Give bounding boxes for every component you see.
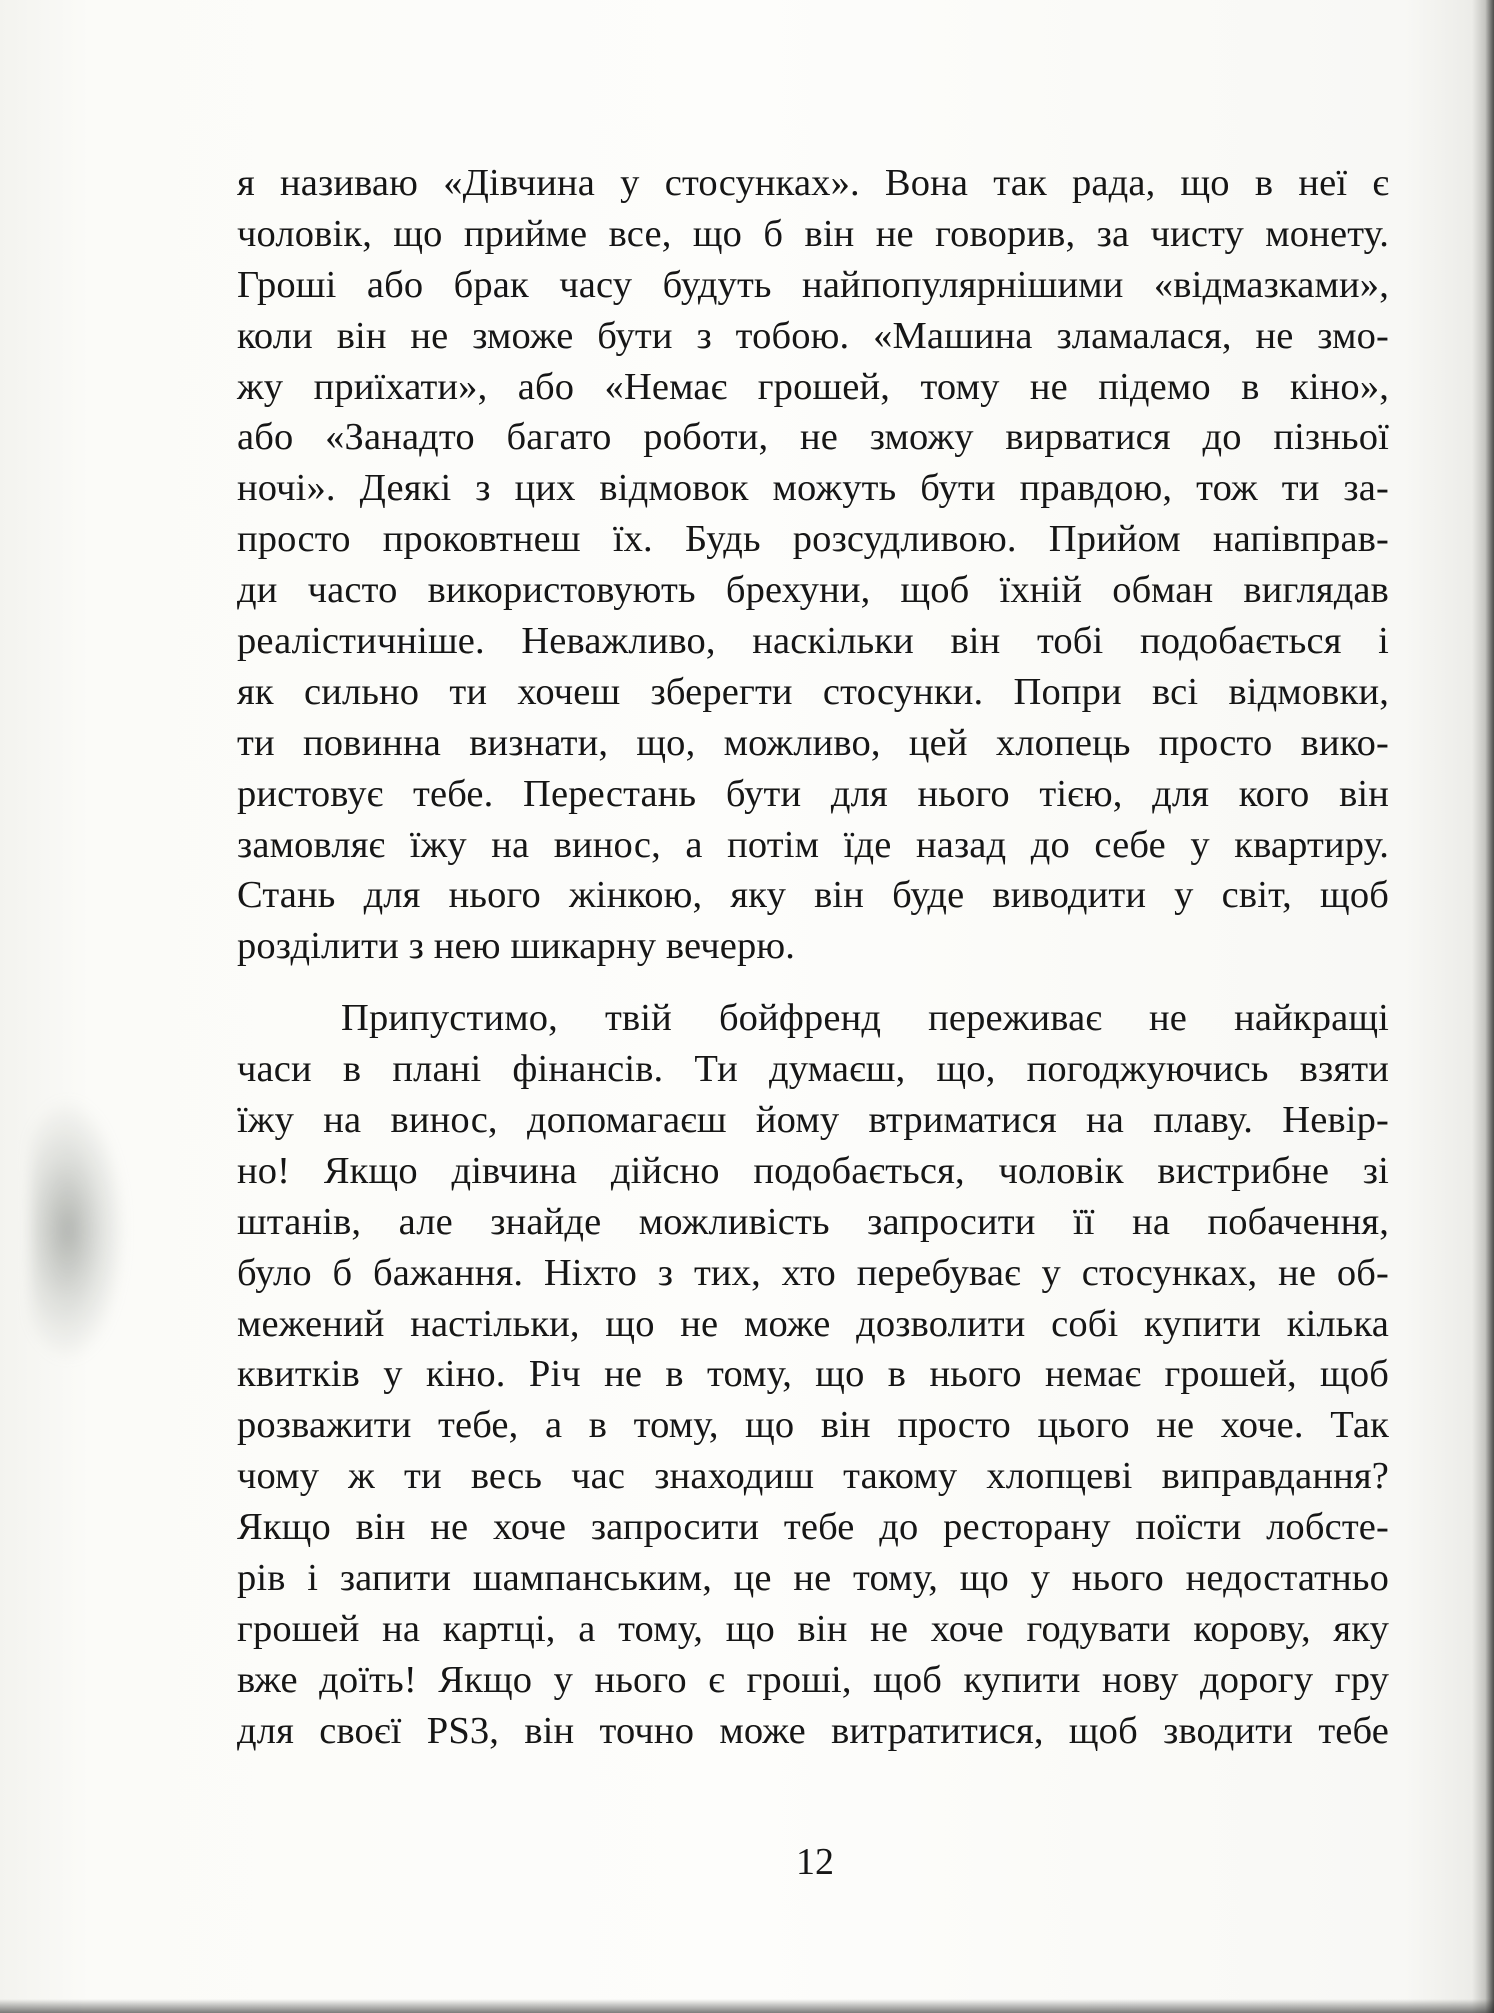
text-line: жу приїхати», або «Немає грошей, тому не підемо в кіно»,	[237, 365, 1389, 408]
text-line: но! Якщо дівчина дійсно подобається, чоловік вистрибне зі	[237, 1149, 1389, 1192]
page-number: 12	[796, 1841, 834, 1883]
paragraph-2	[237, 993, 1389, 1756]
text-line: Стань для нього жінкою, яку він буде виводити у світ, щоб	[237, 874, 1389, 917]
text-line: межений настільки, що не може дозволити собі купити кілька	[237, 1302, 1389, 1345]
text-line: Якщо він не хоче запросити тебе до ресторану поїсти лобсте-	[237, 1506, 1389, 1549]
text-line: грошей на картці, а тому, що він не хоче годувати корову, яку	[237, 1607, 1389, 1650]
text-line: чому ж ти весь час знаходиш такому хлопцеві виправдання?	[237, 1455, 1389, 1498]
text-line: квитків у кіно. Річ не в тому, що в нього немає грошей, щоб	[237, 1353, 1389, 1396]
text-line: вже доїть! Якщо у нього є гроші, щоб купити нову дорогу гру	[237, 1658, 1389, 1701]
text-line: просто проковтнеш їх. Будь розсудливою. Прийом напівправ-	[237, 518, 1389, 561]
text-line: Припустимо, твій бойфренд переживає не найкращі	[341, 997, 1389, 1040]
text-line: ти повинна визнати, що, можливо, цей хлопець просто вико-	[237, 721, 1389, 764]
text-line: було б бажання. Ніхто з тих, хто перебуває у стосунках, не об-	[237, 1251, 1389, 1294]
text-line: замовляє їжу на винос, а потім їде назад до себе у квартиру.	[237, 823, 1389, 866]
text-line: для своєї PS3, він точно може витратитися, щоб зводити тебе	[237, 1709, 1389, 1752]
text-line: їжу на винос, допомагаєш йому втриматися на плаву. Невір-	[237, 1099, 1389, 1142]
text-line: часи в плані фінансів. Ти думаєш, що, погоджуючись взяти	[237, 1048, 1389, 1091]
text-line: штанів, але знайде можливість запросити її на побачення,	[237, 1200, 1389, 1243]
body-text	[237, 158, 1389, 1757]
paragraph-1	[237, 158, 1389, 972]
scan-smudge	[30, 1100, 125, 1360]
text-line: коли він не зможе бути з тобою. «Машина зламалася, не змо-	[237, 314, 1389, 357]
text-line: я називаю «Дівчина у стосунках». Вона так рада, що в неї є	[237, 162, 1389, 204]
text-line: ристовує тебе. Перестань бути для нього тією, для кого він	[237, 772, 1389, 815]
page-edge-shadow	[1472, 0, 1494, 2013]
text-line: Гроші або брак часу будуть найпопулярнішими «відмазками»,	[237, 263, 1389, 306]
bottom-edge-shadow	[0, 1999, 1494, 2013]
text-line: розділити з нею шикарну вечерю.	[237, 925, 796, 968]
text-line: розважити тебе, а в тому, що він просто цього не хоче. Так	[237, 1404, 1389, 1447]
text-line: ди часто використовують брехуни, щоб їхній обман виглядав	[237, 569, 1389, 612]
text-line: як сильно ти хочеш зберегти стосунки. Попри всі відмовки,	[237, 670, 1389, 713]
text-line: або «Занадто багато роботи, не зможу вирватися до пізньої	[237, 416, 1389, 459]
text-line: рів і запити шампанським, це не тому, що у нього недостатньо	[237, 1557, 1389, 1600]
text-line: реалістичніше. Неважливо, наскільки він тобі подобається і	[237, 620, 1389, 663]
text-line: ночі». Деякі з цих відмовок можуть бути правдою, тож ти за-	[237, 467, 1389, 510]
text-line: чоловік, що прийме все, що б він не говорив, за чисту монету.	[237, 212, 1389, 255]
